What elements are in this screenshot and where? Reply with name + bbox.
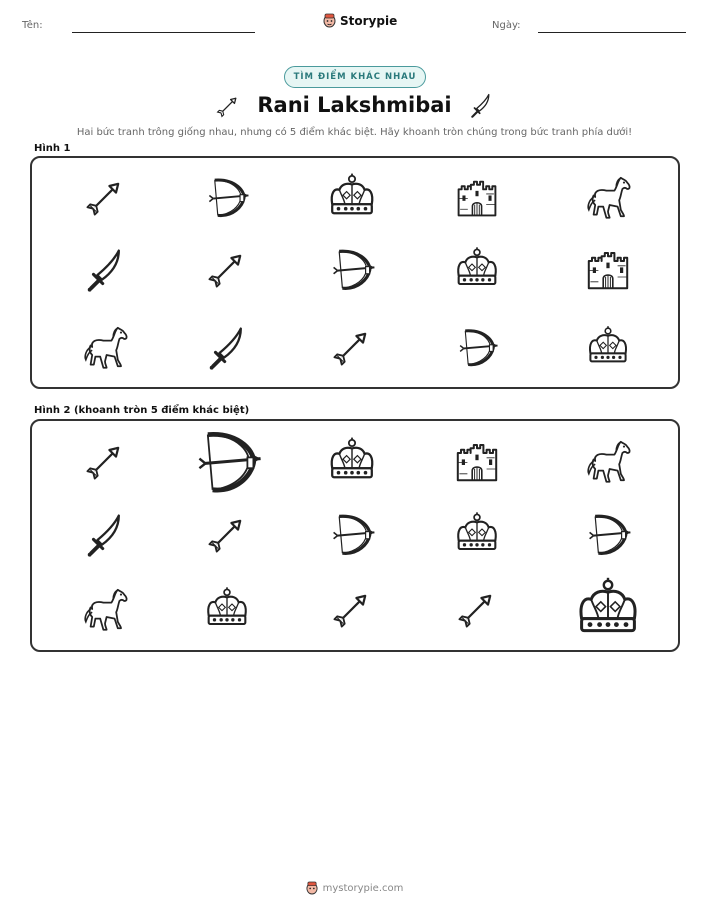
bow-icon xyxy=(328,245,376,293)
activity-badge: TÌM ĐIỂM KHÁC NHAU xyxy=(284,66,426,88)
name-line xyxy=(72,32,255,33)
arrow-icon[interactable] xyxy=(205,512,249,556)
crown-icon[interactable] xyxy=(325,434,379,488)
crown-icon[interactable] xyxy=(572,573,644,645)
footer xyxy=(0,881,709,895)
arrow-icon xyxy=(205,247,249,291)
crown-icon xyxy=(325,170,379,224)
bow-icon[interactable] xyxy=(191,425,263,497)
storypie-logo-icon xyxy=(306,881,318,895)
picture-1-label: Hình 1 xyxy=(34,143,71,154)
sword-icon xyxy=(468,90,494,120)
horse-icon xyxy=(584,173,632,221)
arrow-icon[interactable] xyxy=(455,587,499,631)
bow-icon xyxy=(204,174,250,220)
storypie-logo-icon xyxy=(323,13,336,28)
arrow-icon xyxy=(83,175,127,219)
crown-icon xyxy=(452,244,502,294)
name-label: Tên: xyxy=(22,20,43,31)
brand-name: Storypie xyxy=(340,13,398,28)
castle-icon xyxy=(454,174,500,220)
horse-icon xyxy=(81,323,129,371)
arrow-icon[interactable] xyxy=(83,439,127,483)
sword-icon[interactable] xyxy=(82,511,128,557)
brand xyxy=(323,13,397,28)
horse-icon[interactable] xyxy=(584,437,632,485)
page-title: Rani Lakshmibai xyxy=(257,93,452,117)
bow-icon xyxy=(455,325,499,369)
castle-icon xyxy=(584,245,632,293)
instruction-text: Hai bức tranh trông giống nhau, nhưng có 5 điểm khác biệt. Hãy khoanh tròn chúng trong bức tranh phía dưới! xyxy=(76,127,633,138)
bow-icon[interactable] xyxy=(328,510,376,558)
arrow-icon xyxy=(330,325,374,369)
bow-icon[interactable] xyxy=(584,510,632,558)
date-label: Ngày: xyxy=(492,20,521,31)
crown-icon[interactable] xyxy=(452,509,502,559)
date-line xyxy=(538,32,686,33)
sword-icon xyxy=(82,246,128,292)
arrow-icon[interactable] xyxy=(330,587,374,631)
castle-icon[interactable] xyxy=(453,437,501,485)
sword-icon xyxy=(204,324,250,370)
crown-icon xyxy=(584,323,632,371)
footer-url: mystorypie.com xyxy=(322,882,404,894)
horse-icon[interactable] xyxy=(81,585,129,633)
picture-2-label: Hình 2 (khoanh tròn 5 điểm khác biệt) xyxy=(34,405,250,416)
crown-icon[interactable] xyxy=(202,584,252,634)
